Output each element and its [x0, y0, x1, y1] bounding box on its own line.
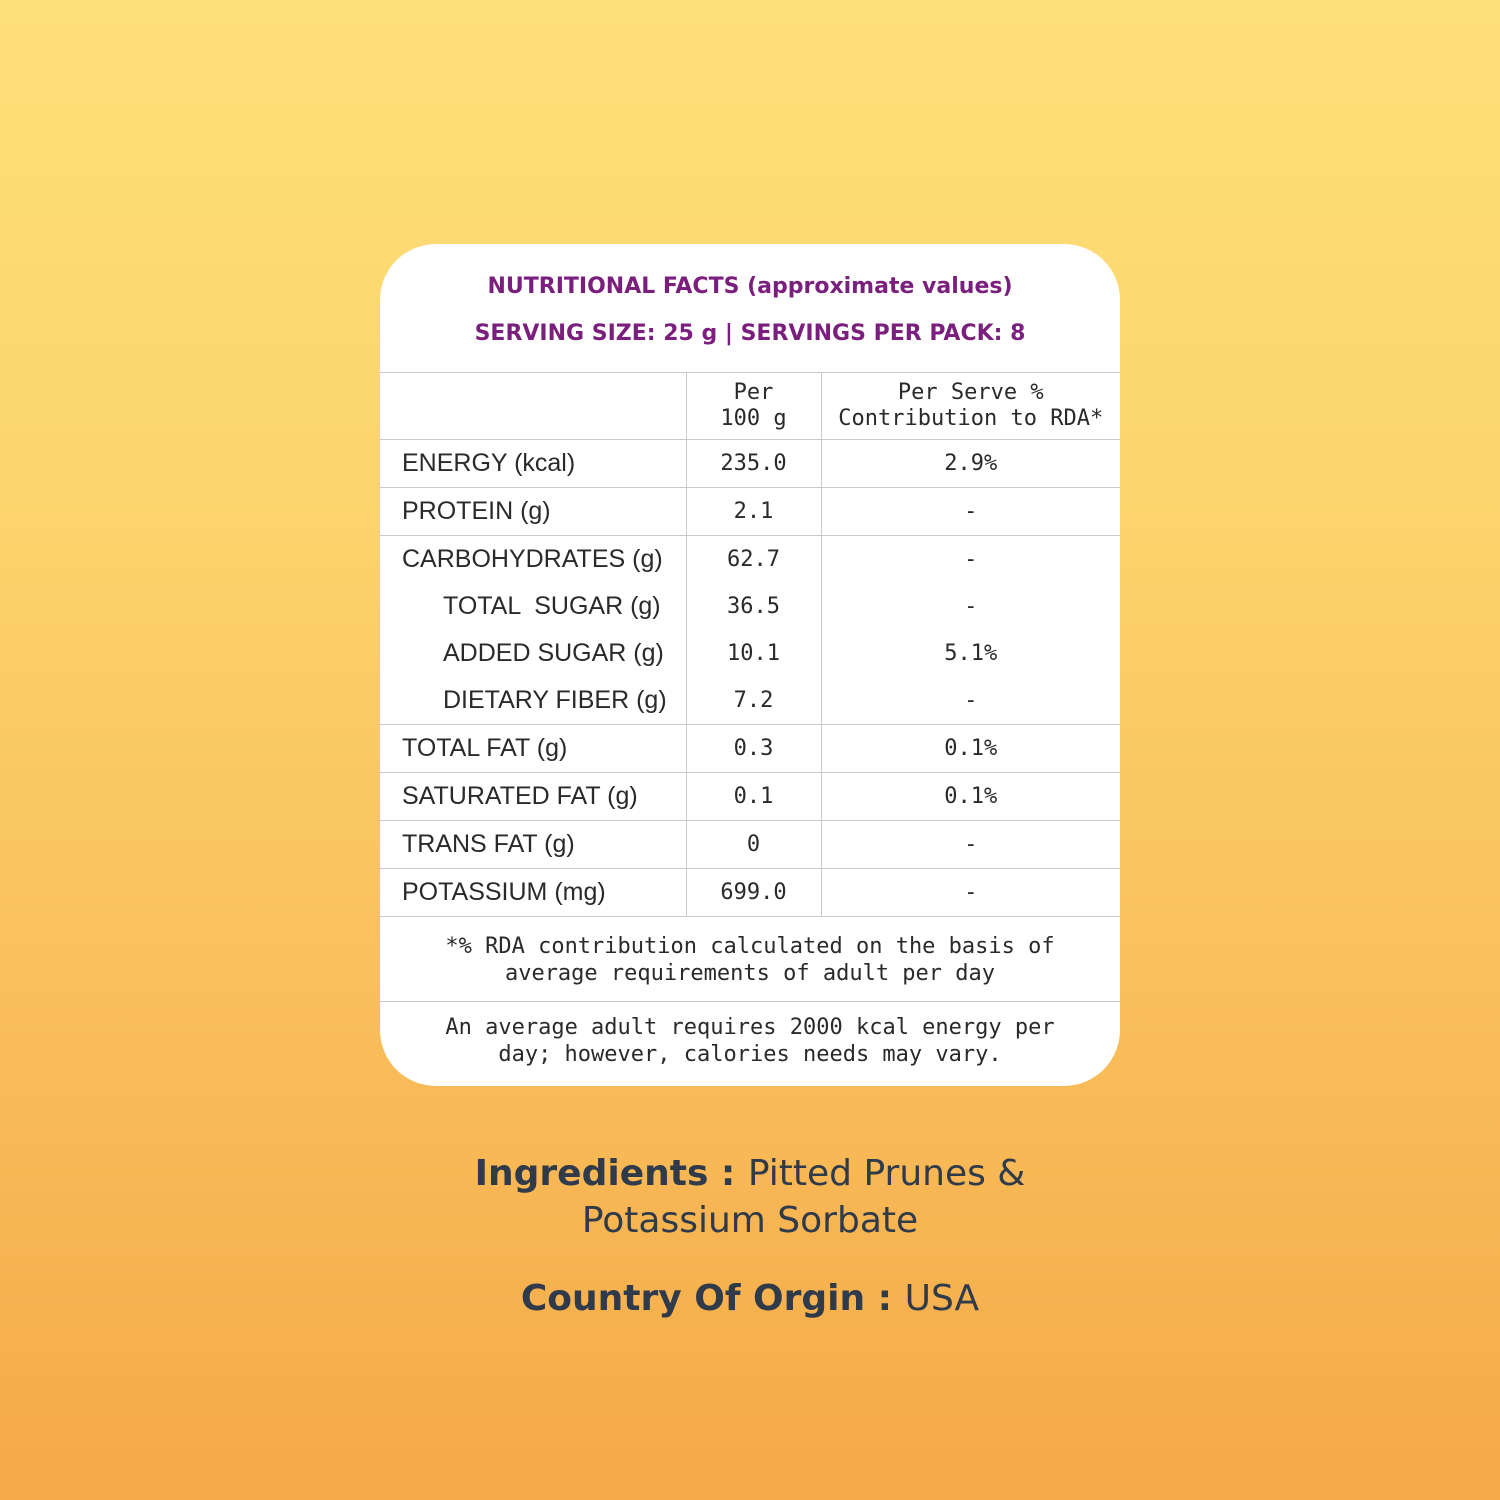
nutrition-facts-card	[380, 244, 1120, 1086]
rda-value: -	[821, 583, 1120, 630]
ingredients-value-line1: Pitted Prunes &	[747, 1153, 1026, 1194]
nutrient-label: SATURATED FAT (g)	[380, 773, 686, 821]
nutrient-label: TOTAL SUGAR (g)	[443, 592, 661, 620]
table-row	[380, 821, 1120, 869]
header-blank-cell	[380, 373, 686, 440]
rda-value: -	[821, 821, 1120, 869]
header-rda-line1: Per Serve %	[897, 380, 1044, 405]
per100-value: 235.0	[686, 440, 821, 488]
header-rda-line2: Contribution to RDA*	[838, 406, 1104, 431]
rda-value: 0.1%	[821, 725, 1120, 773]
nutrient-label: ADDED SUGAR (g)	[443, 639, 664, 667]
header-per-100g	[686, 373, 821, 440]
serving-info: SERVING SIZE: 25 g | SERVINGS PER PACK: 8	[474, 321, 1026, 346]
origin-value: USA	[904, 1278, 980, 1319]
rda-value: 0.1%	[821, 773, 1120, 821]
table-row	[380, 677, 1120, 725]
energy-note-line1: An average adult requires 2000 kcal energy per	[445, 1015, 1055, 1040]
ingredients-value-line2: Potassium Sorbate	[581, 1200, 919, 1241]
rda-value: -	[821, 536, 1120, 584]
nutrition-title: NUTRITIONAL FACTS (approximate values)	[487, 274, 1013, 299]
table-row	[380, 536, 1120, 584]
per100-value: 7.2	[686, 677, 821, 725]
nutrient-label: TRANS FAT (g)	[380, 821, 686, 869]
nutrient-label: ENERGY (kcal)	[380, 440, 686, 488]
header-rda	[821, 373, 1120, 440]
ingredients-line1	[0, 1150, 1500, 1197]
rda-value: 5.1%	[821, 630, 1120, 677]
rda-footnote-line2: average requirements of adult per day	[504, 961, 996, 986]
origin-label: Country Of Orgin :	[520, 1278, 905, 1319]
rda-value: -	[821, 869, 1120, 917]
per100-value: 699.0	[686, 869, 821, 917]
header-per-100g-line1: Per	[733, 380, 774, 405]
table-row	[380, 773, 1120, 821]
table-row	[380, 869, 1120, 917]
nutrient-label: PROTEIN (g)	[380, 488, 686, 536]
nutrient-label: TOTAL FAT (g)	[380, 725, 686, 773]
per100-value: 0	[686, 821, 821, 869]
table-row	[380, 488, 1120, 536]
per100-value: 0.3	[686, 725, 821, 773]
per100-value: 36.5	[686, 583, 821, 630]
table-row	[380, 630, 1120, 677]
table-row	[380, 440, 1120, 488]
card-header	[380, 244, 1120, 372]
per100-value: 2.1	[686, 488, 821, 536]
rda-footnote-line1: *% RDA contribution calculated on the basis of	[445, 934, 1055, 959]
ingredients-label: Ingredients :	[474, 1153, 748, 1194]
energy-note	[380, 1001, 1120, 1085]
nutrient-label: DIETARY FIBER (g)	[443, 686, 667, 714]
header-per-100g-line2: 100 g	[720, 406, 787, 431]
rda-value: -	[821, 488, 1120, 536]
table-row	[380, 725, 1120, 773]
per100-value: 62.7	[686, 536, 821, 584]
rda-value: -	[821, 677, 1120, 725]
table-header-row	[380, 373, 1120, 440]
per100-value: 10.1	[686, 630, 821, 677]
nutrient-label: POTASSIUM (mg)	[380, 869, 686, 917]
nutrition-table	[380, 372, 1120, 916]
energy-note-line2: day; however, calories needs may vary.	[498, 1042, 1002, 1067]
per100-value: 0.1	[686, 773, 821, 821]
nutrient-label: CARBOHYDRATES (g)	[380, 536, 686, 584]
table-row	[380, 583, 1120, 630]
rda-footnote	[380, 916, 1120, 1001]
ingredients-section	[0, 1150, 1500, 1244]
origin-section	[0, 1275, 1500, 1322]
rda-value: 2.9%	[821, 440, 1120, 488]
